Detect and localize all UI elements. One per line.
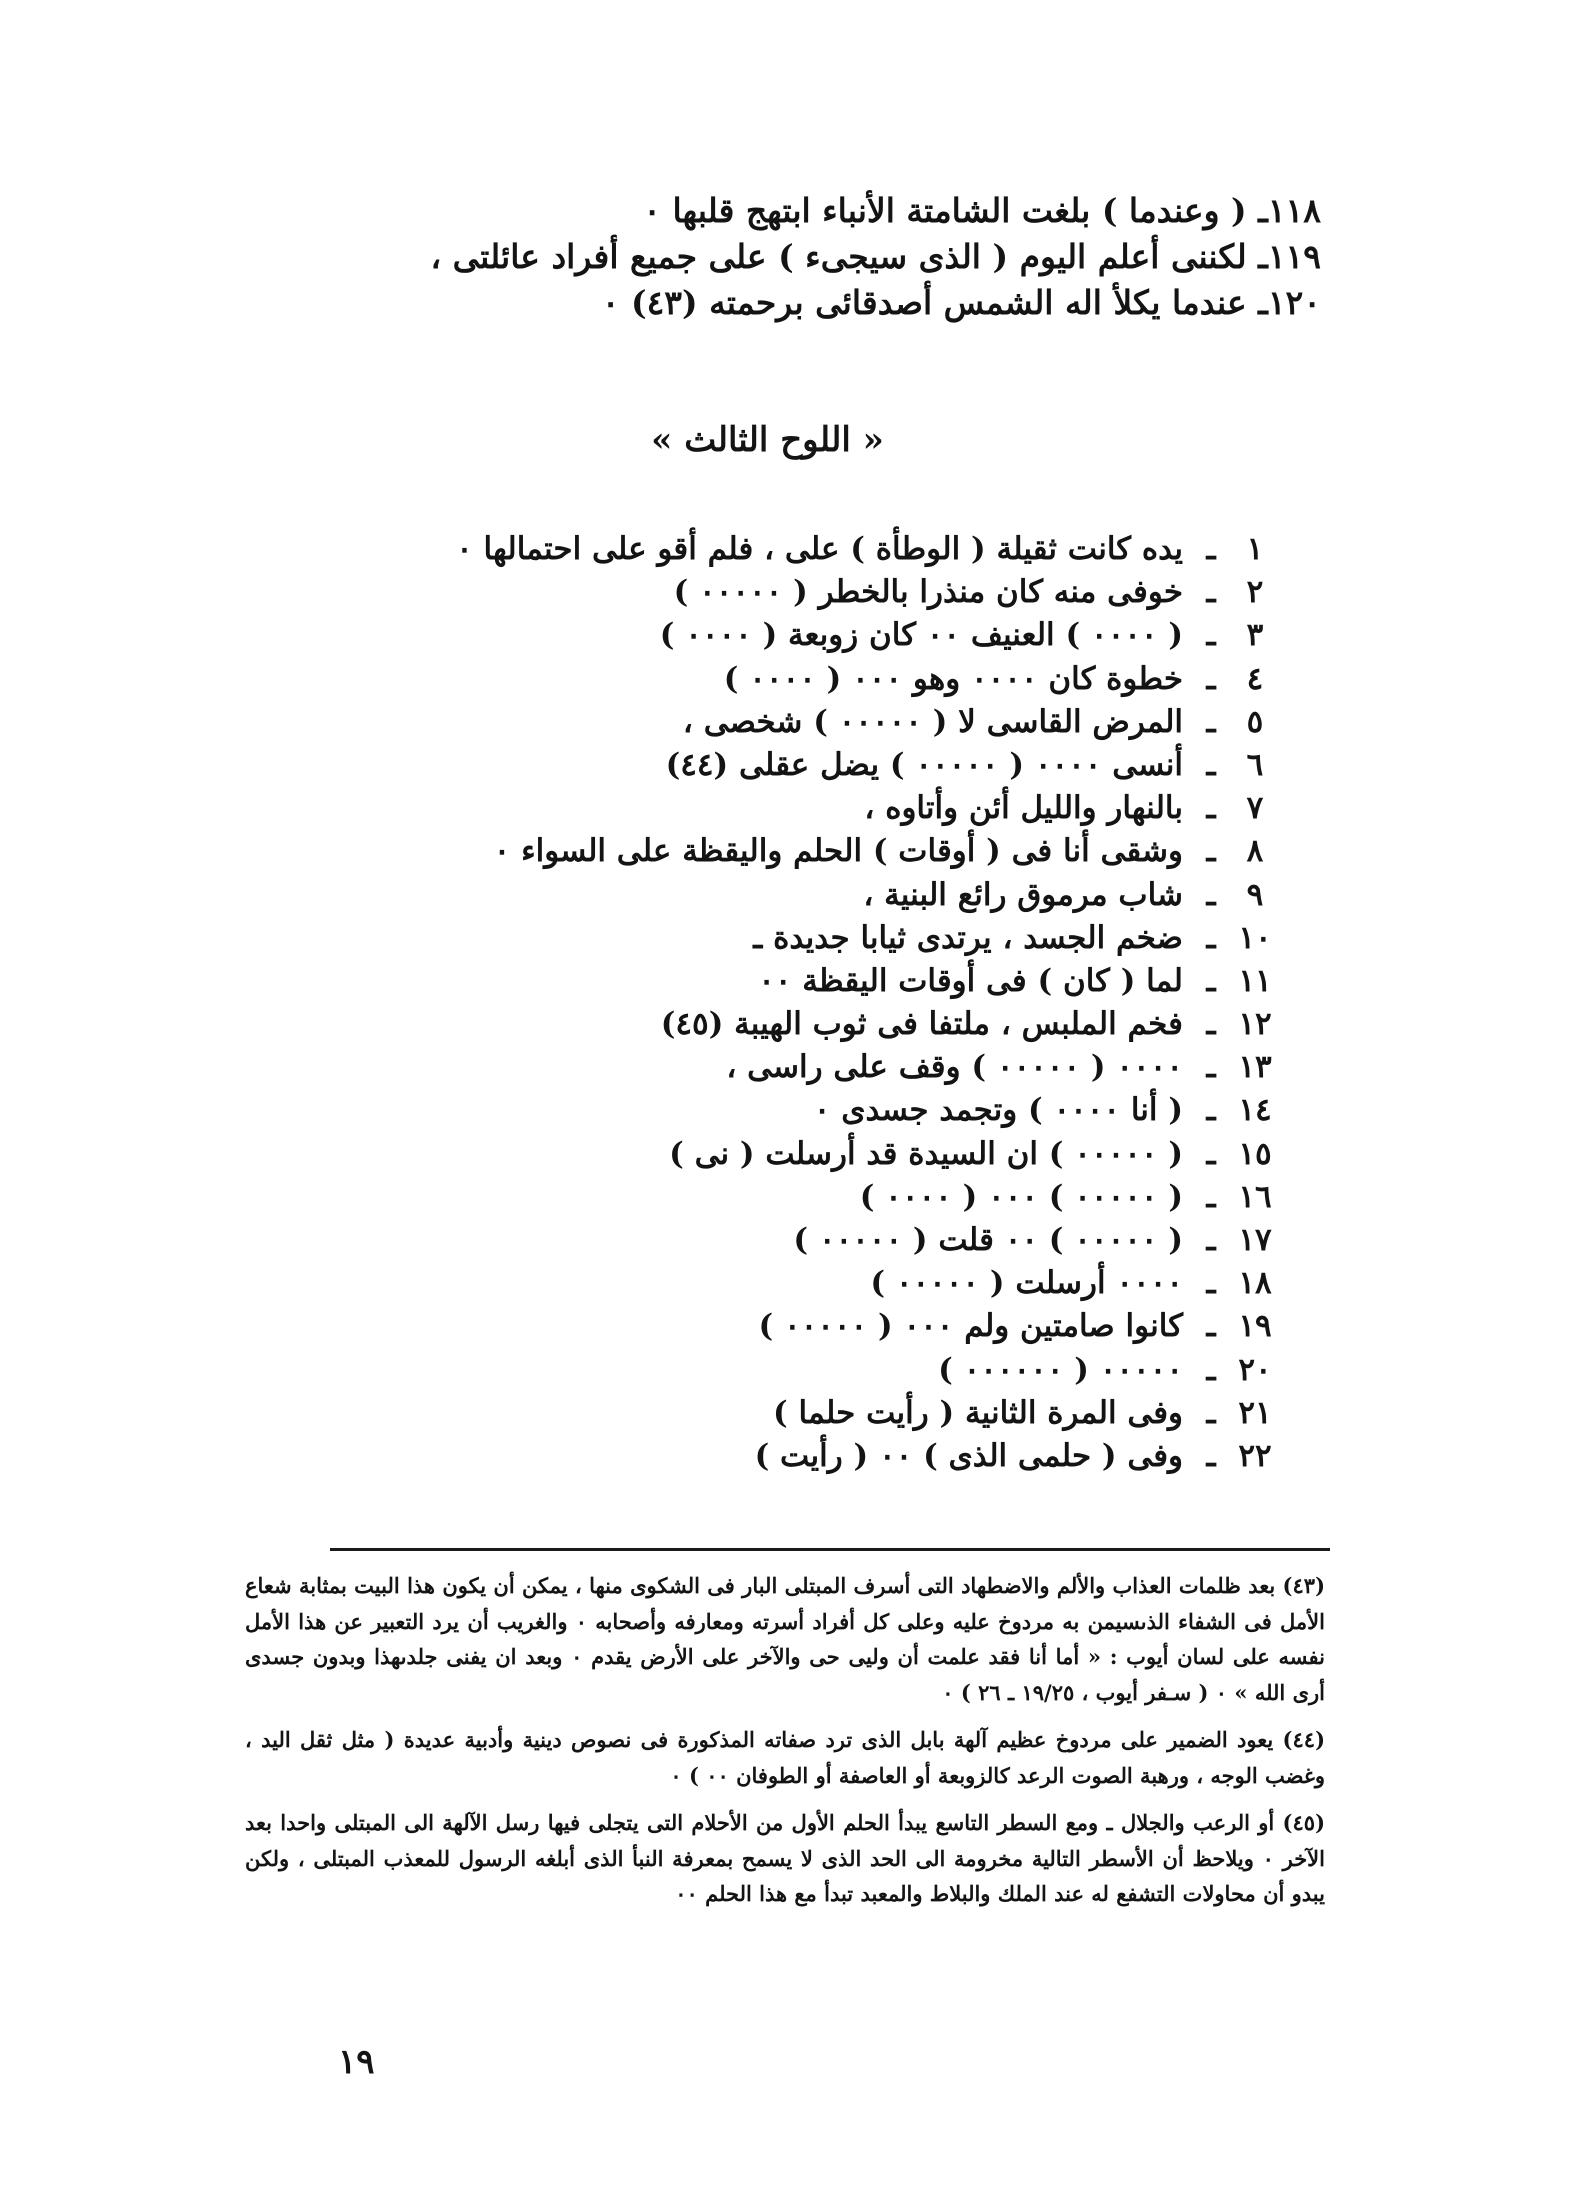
verse-dash: ـ [1206, 790, 1216, 827]
verse-line [285, 528, 1285, 571]
footnote-44: (٤٤) يعود الضمير على مردوخ عظيم آلهة بابل الذى ترد صفاته المذكورة فى نصوص دينية وأدبية عديدة ( مثل ثقل اليد ، وغضب الوجه ، ورهبة الصوت الرعد كالزوبعة أو العاصفة أو الطوفان ٠٠ ) ٠ [245, 1727, 1325, 1788]
verse-line-118: ١١٨ـ ( وعندما ) بلغت الشامتة الأنباء ابتهج قلبها ٠ [643, 191, 1321, 230]
verse-dash: ـ [1206, 1092, 1216, 1129]
verse-number: ٦ [1246, 746, 1264, 783]
verse-number: ٩ [1246, 876, 1264, 913]
verse-line [285, 787, 1285, 830]
verse-dash: ـ [1206, 1049, 1216, 1086]
verse-text: المرض القاسى لا ( ٠٠٠٠٠ ) شخصى ، [682, 703, 1183, 740]
footnote-45: (٤٥) أو الرعب والجلال ـ ومع السطر التاسع يبدأ الحلم الأول من الأحلام التى يتجلى فيها رسل الآلهة الى المبتلى واحدا بعد الآخر ٠ ويلاحظ أن الأسطر التالية مخرومة الى الحد الذى لا يسمح بمعرفة النبأ الذى أبلغه الرسول للمعذب المبتلى ، ولكن يبدو أن محاولات التشفع له عند الملك والبلاط والمعبد تبدأ مع هذا الحلم ٠٠ [245, 1810, 1325, 1906]
verse-number: ١٨ [1238, 1265, 1272, 1302]
verse-dash: ـ [1206, 617, 1216, 654]
verse-dash: ـ [1206, 1222, 1216, 1258]
verse-text: ضخم الجسد ، يرتدى ثيابا جديدة ـ [753, 919, 1183, 956]
verse-text: كانوا صامتين ولم ٠٠٠ ( ٠٠٠٠٠ ) [758, 1308, 1183, 1345]
verse-number: ١٠ [1238, 919, 1272, 956]
verse-text: خطوة كان ٠٠٠٠ وهو ٠٠٠ ( ٠٠٠٠ ) [723, 660, 1183, 697]
verse-number: ١٥ [1238, 1135, 1272, 1172]
verse-text: لما ( كان ) فى أوقات اليقظة ٠٠ [758, 962, 1183, 999]
verse-line-120: ١٢٠ـ عندما يكلأ اله الشمس أصدقائى برحمته (٤٣) ٠ [601, 283, 1321, 322]
verse-number: ١٦ [1238, 1178, 1272, 1215]
verse-line [285, 1176, 1285, 1219]
verse-number: ١ [1246, 531, 1264, 567]
verse-line [285, 1003, 1285, 1046]
verse-dash: ـ [1206, 660, 1216, 697]
footnotes [245, 1568, 1325, 1924]
verse-text: ( ٠٠٠٠٠ ) ٠٠٠ ( ٠٠٠٠ ) [859, 1178, 1183, 1215]
verse-number: ٤ [1246, 660, 1264, 697]
verse-text: فخم الملبس ، ملتفا فى ثوب الهيبة (٤٥) [660, 1006, 1183, 1043]
verse-text: وشقى أنا فى ( أوقات ) الحلم واليقظة على السواء ٠ [493, 833, 1183, 870]
verse-line [285, 1219, 1285, 1262]
verse-text: أنسى ٠٠٠٠ ( ٠٠٠٠٠ ) يضل عقلى (٤٤) [665, 746, 1183, 783]
verse-dash: ـ [1206, 1135, 1216, 1172]
verse-text: يده كانت ثقيلة ( الوطأة ) على ، فلم أقو على احتمالها ٠ [456, 531, 1183, 567]
verse-dash: ـ [1206, 962, 1216, 999]
verse-number: ١٣ [1238, 1049, 1272, 1086]
verse-dash: ـ [1206, 1178, 1216, 1215]
verse-text: ٠٠٠٠٠ ( ٠٠٠٠٠٠ ) [938, 1351, 1183, 1388]
verse-text: خوفى منه كان منذرا بالخطر ( ٠٠٠٠٠ ) [673, 574, 1183, 611]
verse-dash: ـ [1206, 876, 1216, 913]
verse-text: ( ٠٠٠٠ ) العنيف ٠٠ كان زوبعة ( ٠٠٠٠ ) [659, 617, 1183, 654]
verse-number: ١٧ [1238, 1222, 1272, 1258]
verse-text: ( أنا ٠٠٠٠ ) وتجمد جسدى ٠ [813, 1092, 1183, 1129]
verse-line [285, 830, 1285, 873]
verse-line [285, 701, 1285, 744]
verse-dash: ـ [1206, 1006, 1216, 1043]
verse-number: ٣ [1246, 617, 1264, 654]
verse-line [285, 1133, 1285, 1176]
footnote-43: (٤٣) بعد ظلمات العذاب والألم والاضطهاد التى أسرف المبتلى البار فى الشكوى منها ، يمكن أن يكون هذا البيت بمثابة شعاع الأمل فى الشفاء الذىسيمن به مردوخ عليه وعلى كل أفراد أسرته ومعارفه وأصحابه ٠ والغريب أن يرد التعبير عن هذا الأمل نفسه على لسان أيوب : « أما أنا فقد علمت أن وليى حى والآخر على الأرض يقدم ٠ وبعد ان يفنى جلدىهذا وبدون جسدى أرى الله » ٠ ( سـفر أيوب ، ١٩/٢٥ ـ ٢٦ ) ٠ [245, 1573, 1326, 1705]
verse-line [285, 1046, 1285, 1089]
verse-text: بالنهار والليل أئن وأتاوه ، [864, 790, 1183, 827]
verse-line [285, 874, 1285, 917]
verse-line [285, 960, 1285, 1003]
verse-line [285, 1435, 1285, 1478]
verse-dash: ـ [1206, 1265, 1216, 1302]
verse-text: وفى المرة الثانية ( رأيت حلما ) [773, 1394, 1183, 1431]
verse-line [285, 614, 1285, 657]
verse-line [285, 1305, 1285, 1348]
verse-number: ٢٢ [1238, 1437, 1272, 1474]
verse-line [285, 658, 1285, 701]
verse-line [285, 571, 1285, 614]
verse-list [285, 528, 1285, 1478]
verse-number: ٥ [1246, 703, 1264, 740]
verse-dash: ـ [1206, 1437, 1216, 1474]
verse-text: ( ٠٠٠٠٠ ) ان السيدة قد أرسلت ( نى ) [669, 1135, 1183, 1172]
verse-dash: ـ [1206, 746, 1216, 783]
footnote-divider [330, 1548, 1330, 1551]
verse-dash: ـ [1206, 574, 1216, 611]
verse-line [285, 1089, 1285, 1132]
verse-line [285, 917, 1285, 960]
verse-number: ٢٠ [1238, 1351, 1272, 1388]
verse-line-119: ١١٩ـ لكننى أعلم اليوم ( الذى سيجىء ) على جميع أفراد عائلتى ، [430, 237, 1321, 276]
section-title: « اللوح الثالث » [651, 420, 884, 460]
verse-line [285, 1392, 1285, 1435]
verse-dash: ـ [1206, 703, 1216, 740]
verse-dash: ـ [1206, 1394, 1216, 1431]
verse-text: وفى ( حلمى الذى ) ٠٠ ( رأيت ) [754, 1437, 1183, 1474]
verse-number: ٨ [1246, 833, 1264, 870]
verse-text: ٠٠٠٠ ( ٠٠٠٠٠ ) وقف على راسى ، [726, 1049, 1183, 1086]
verse-text: ٠٠٠٠ أرسلت ( ٠٠٠٠٠ ) [870, 1265, 1183, 1302]
verse-line [285, 744, 1285, 787]
verse-text: شاب مرموق رائع البنية ، [863, 876, 1183, 913]
verse-number: ١٢ [1238, 1006, 1272, 1043]
page-number: ١٩ [338, 2042, 375, 2082]
verse-text: ( ٠٠٠٠٠ ) ٠٠ قلت ( ٠٠٠٠٠ ) [793, 1222, 1183, 1258]
verse-dash: ـ [1206, 531, 1216, 567]
verse-dash: ـ [1206, 919, 1216, 956]
verse-number: ٧ [1246, 790, 1264, 827]
verse-number: ٢ [1246, 574, 1264, 611]
verse-dash: ـ [1206, 833, 1216, 870]
verse-dash: ـ [1206, 1351, 1216, 1388]
continued-verses [221, 188, 1321, 326]
verse-number: ١٤ [1238, 1092, 1272, 1129]
verse-line [285, 1262, 1285, 1305]
verse-number: ٢١ [1238, 1394, 1272, 1431]
verse-number: ١٩ [1238, 1308, 1272, 1345]
verse-dash: ـ [1206, 1308, 1216, 1345]
verse-line [285, 1349, 1285, 1392]
verse-number: ١١ [1238, 962, 1272, 999]
